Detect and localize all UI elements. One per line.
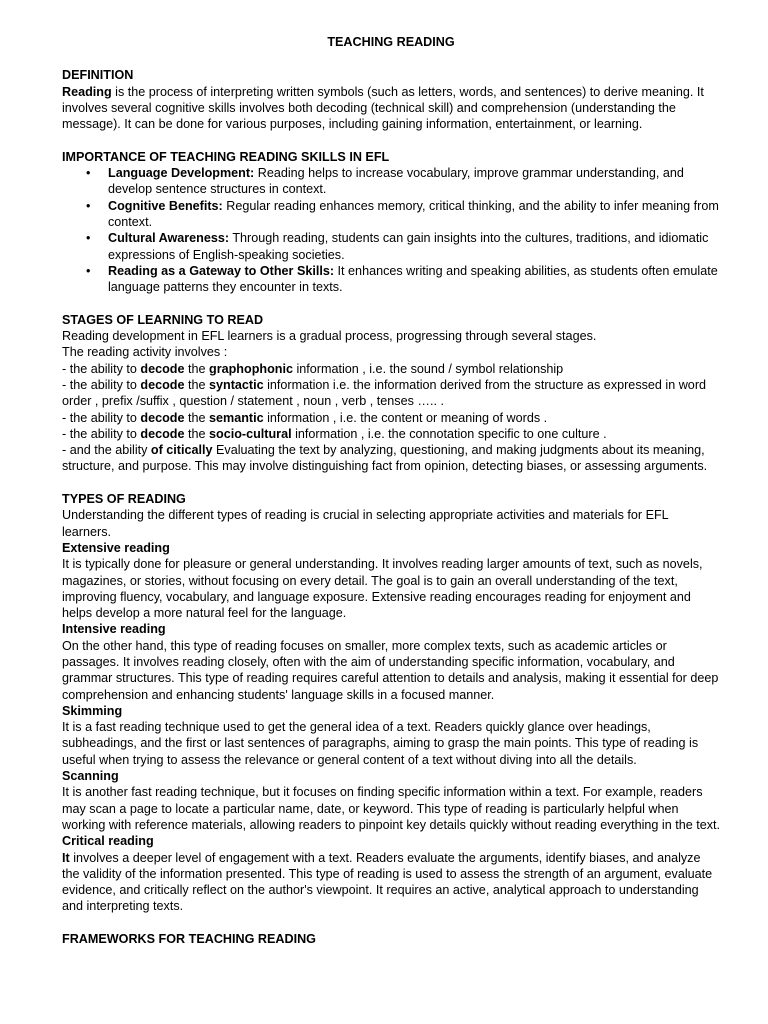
stage-line-bold: decode [140, 426, 185, 441]
subsection-text: On the other hand, this type of reading focuses on smaller, more complex texts, such as academic articles or passages. It involves reading closely, often with the aim of understanding specific information, vocabulary, and grammar structures. This type of reading requires careful attention to details and analysis, making it essential for deep comprehension and enhancing students' language skills in a focused manner. [62, 638, 719, 702]
definition-text: is the process of interpreting written symbols (such as letters, words, and sentences) to derive meaning. It involves several cognitive skills involves both decoding (technical skill) and comprehension (understanding the message). It can be done for various purposes, including gaining information, entertainment, or learning. [62, 84, 704, 132]
definition-term: Reading [62, 84, 112, 99]
list-item-label: Cultural Awareness: [108, 231, 230, 246]
importance-heading: IMPORTANCE OF TEACHING READING SKILLS IN EFL [62, 149, 390, 164]
list-item [108, 263, 720, 296]
stage-line-text: Evaluating the text by analyzing, questioning, and making judgments about its meaning, structure, and purpose. This may involve distinguishing fact from opinion, detecting biases, or assessing arguments. [62, 443, 708, 474]
stage-line-text: - the ability to [62, 377, 141, 392]
subsection-text: It is another fast reading technique, but it focuses on finding specific information within a text. For example, readers may scan a page to locate a particular name, date, or keyword. This type of reading is particularly helpful when working with reference materials, allowing readers to pinpoint key details quickly without reading everything in the text. [62, 785, 721, 832]
list-item [108, 165, 720, 198]
stage-line-text: - the ability to [62, 410, 141, 425]
subsection-lead: It [62, 850, 70, 865]
list-item [108, 230, 720, 263]
stages-intro: Reading development in EFL learners is a gradual process, progressing through several stages. [62, 329, 597, 344]
list-item-text: Regular reading enhances memory, critical thinking, and the ability to infer meaning from context. [108, 198, 719, 229]
types-heading: TYPES OF READING [62, 492, 186, 507]
stage-line-text: the [184, 377, 210, 392]
stages-heading: STAGES OF LEARNING TO READ [62, 312, 264, 327]
subsection-heading: Skimming [62, 703, 123, 718]
document-title: TEACHING READING [327, 35, 455, 49]
stage-line-bold: semantic [209, 410, 264, 425]
stage-line-text: - and the ability [62, 443, 151, 458]
stage-line [62, 426, 720, 442]
list-item-label: Reading as a Gateway to Other Skills: [108, 263, 335, 278]
importance-list [62, 165, 720, 295]
subsection-heading: Critical reading [62, 834, 154, 849]
stage-line-bold: decode [140, 377, 185, 392]
stage-line-text: the [184, 361, 210, 376]
subsection-heading: Extensive reading [62, 540, 170, 555]
stage-line-bold: graphophonic [209, 361, 293, 376]
stage-line-bold: of citically [150, 443, 213, 458]
list-item-text: Through reading, students can gain insights into the cultures, traditions, and idiomatic expressions of English-speaking societies. [108, 231, 709, 262]
stage-line-text: the [184, 426, 210, 441]
subsection-heading: Intensive reading [62, 622, 166, 637]
frameworks-heading: FRAMEWORKS FOR TEACHING READING [62, 932, 316, 947]
definition-paragraph [62, 84, 720, 133]
types-intro: Understanding the different types of reading is crucial in selecting appropriate activities and materials for EFL learners. [62, 508, 669, 539]
stage-line-text: information , i.e. the sound / symbol relationship [292, 361, 564, 376]
stage-line-text: the [184, 410, 210, 425]
stage-line-bold: decode [140, 410, 185, 425]
subsection-text: It is typically done for pleasure or general understanding. It involves reading larger amounts of text, such as novels, magazines, or stories, without focusing on every detail. The goal is to gain an overall understanding of the text, improving fluency, vocabulary, and language exposure. Extensive reading encourages reading for enjoyment and helps develop a more natural feel for the language. [62, 557, 703, 621]
stage-line-text: information , i.e. the content or meaning of words . [263, 410, 548, 425]
list-item-text: Reading helps to increase vocabulary, improve grammar understanding, and develop sentence structures in context. [108, 166, 684, 197]
list-item-label: Language Development: [108, 166, 255, 181]
stage-line-bold: socio-cultural [209, 426, 292, 441]
subsection-text: It is a fast reading technique used to get the general idea of a text. Readers quickly glance over headings, subheadings, and the first or last sentences of paragraphs, aiming to grasp the main points. This type of reading is useful when trying to assess the relevance or general content of a text without diving into all the details. [62, 720, 699, 767]
stage-line-text: information i.e. the information derived from the structure as expressed in word order , prefix /suffix , question / statement , noun , verb , tenses ….. . [62, 377, 707, 409]
stage-line [62, 377, 720, 410]
subsection-text: involves a deeper level of engagement with a text. Readers evaluate the arguments, identify biases, and analyze the validity of the information presented. This type of reading is used to assess the strength of an argument, evaluate evidence, and critically reflect on the author's viewpoint. It requires an active, analytical approach to understanding and interpreting texts. [62, 850, 713, 914]
stage-line [62, 410, 720, 426]
stage-line-text: - the ability to [62, 426, 141, 441]
list-item-text: It enhances writing and speaking abilities, as students often emulate language patterns they encounter in texts. [108, 263, 718, 295]
stage-line [62, 442, 720, 475]
stage-line-bold: syntactic [209, 377, 264, 392]
list-item [108, 198, 720, 231]
stage-line-text: information , i.e. the connotation specific to one culture . [291, 426, 607, 441]
subsection-paragraph [62, 850, 720, 915]
stage-line-bold: decode [140, 361, 185, 376]
definition-heading: DEFINITION [62, 68, 134, 83]
list-item-label: Cognitive Benefits: [108, 198, 223, 213]
stage-line-text: - the ability to [62, 361, 141, 376]
stages-activity: The reading activity involves : [62, 345, 228, 360]
stage-line [62, 361, 720, 377]
subsection-heading: Scanning [62, 769, 119, 784]
